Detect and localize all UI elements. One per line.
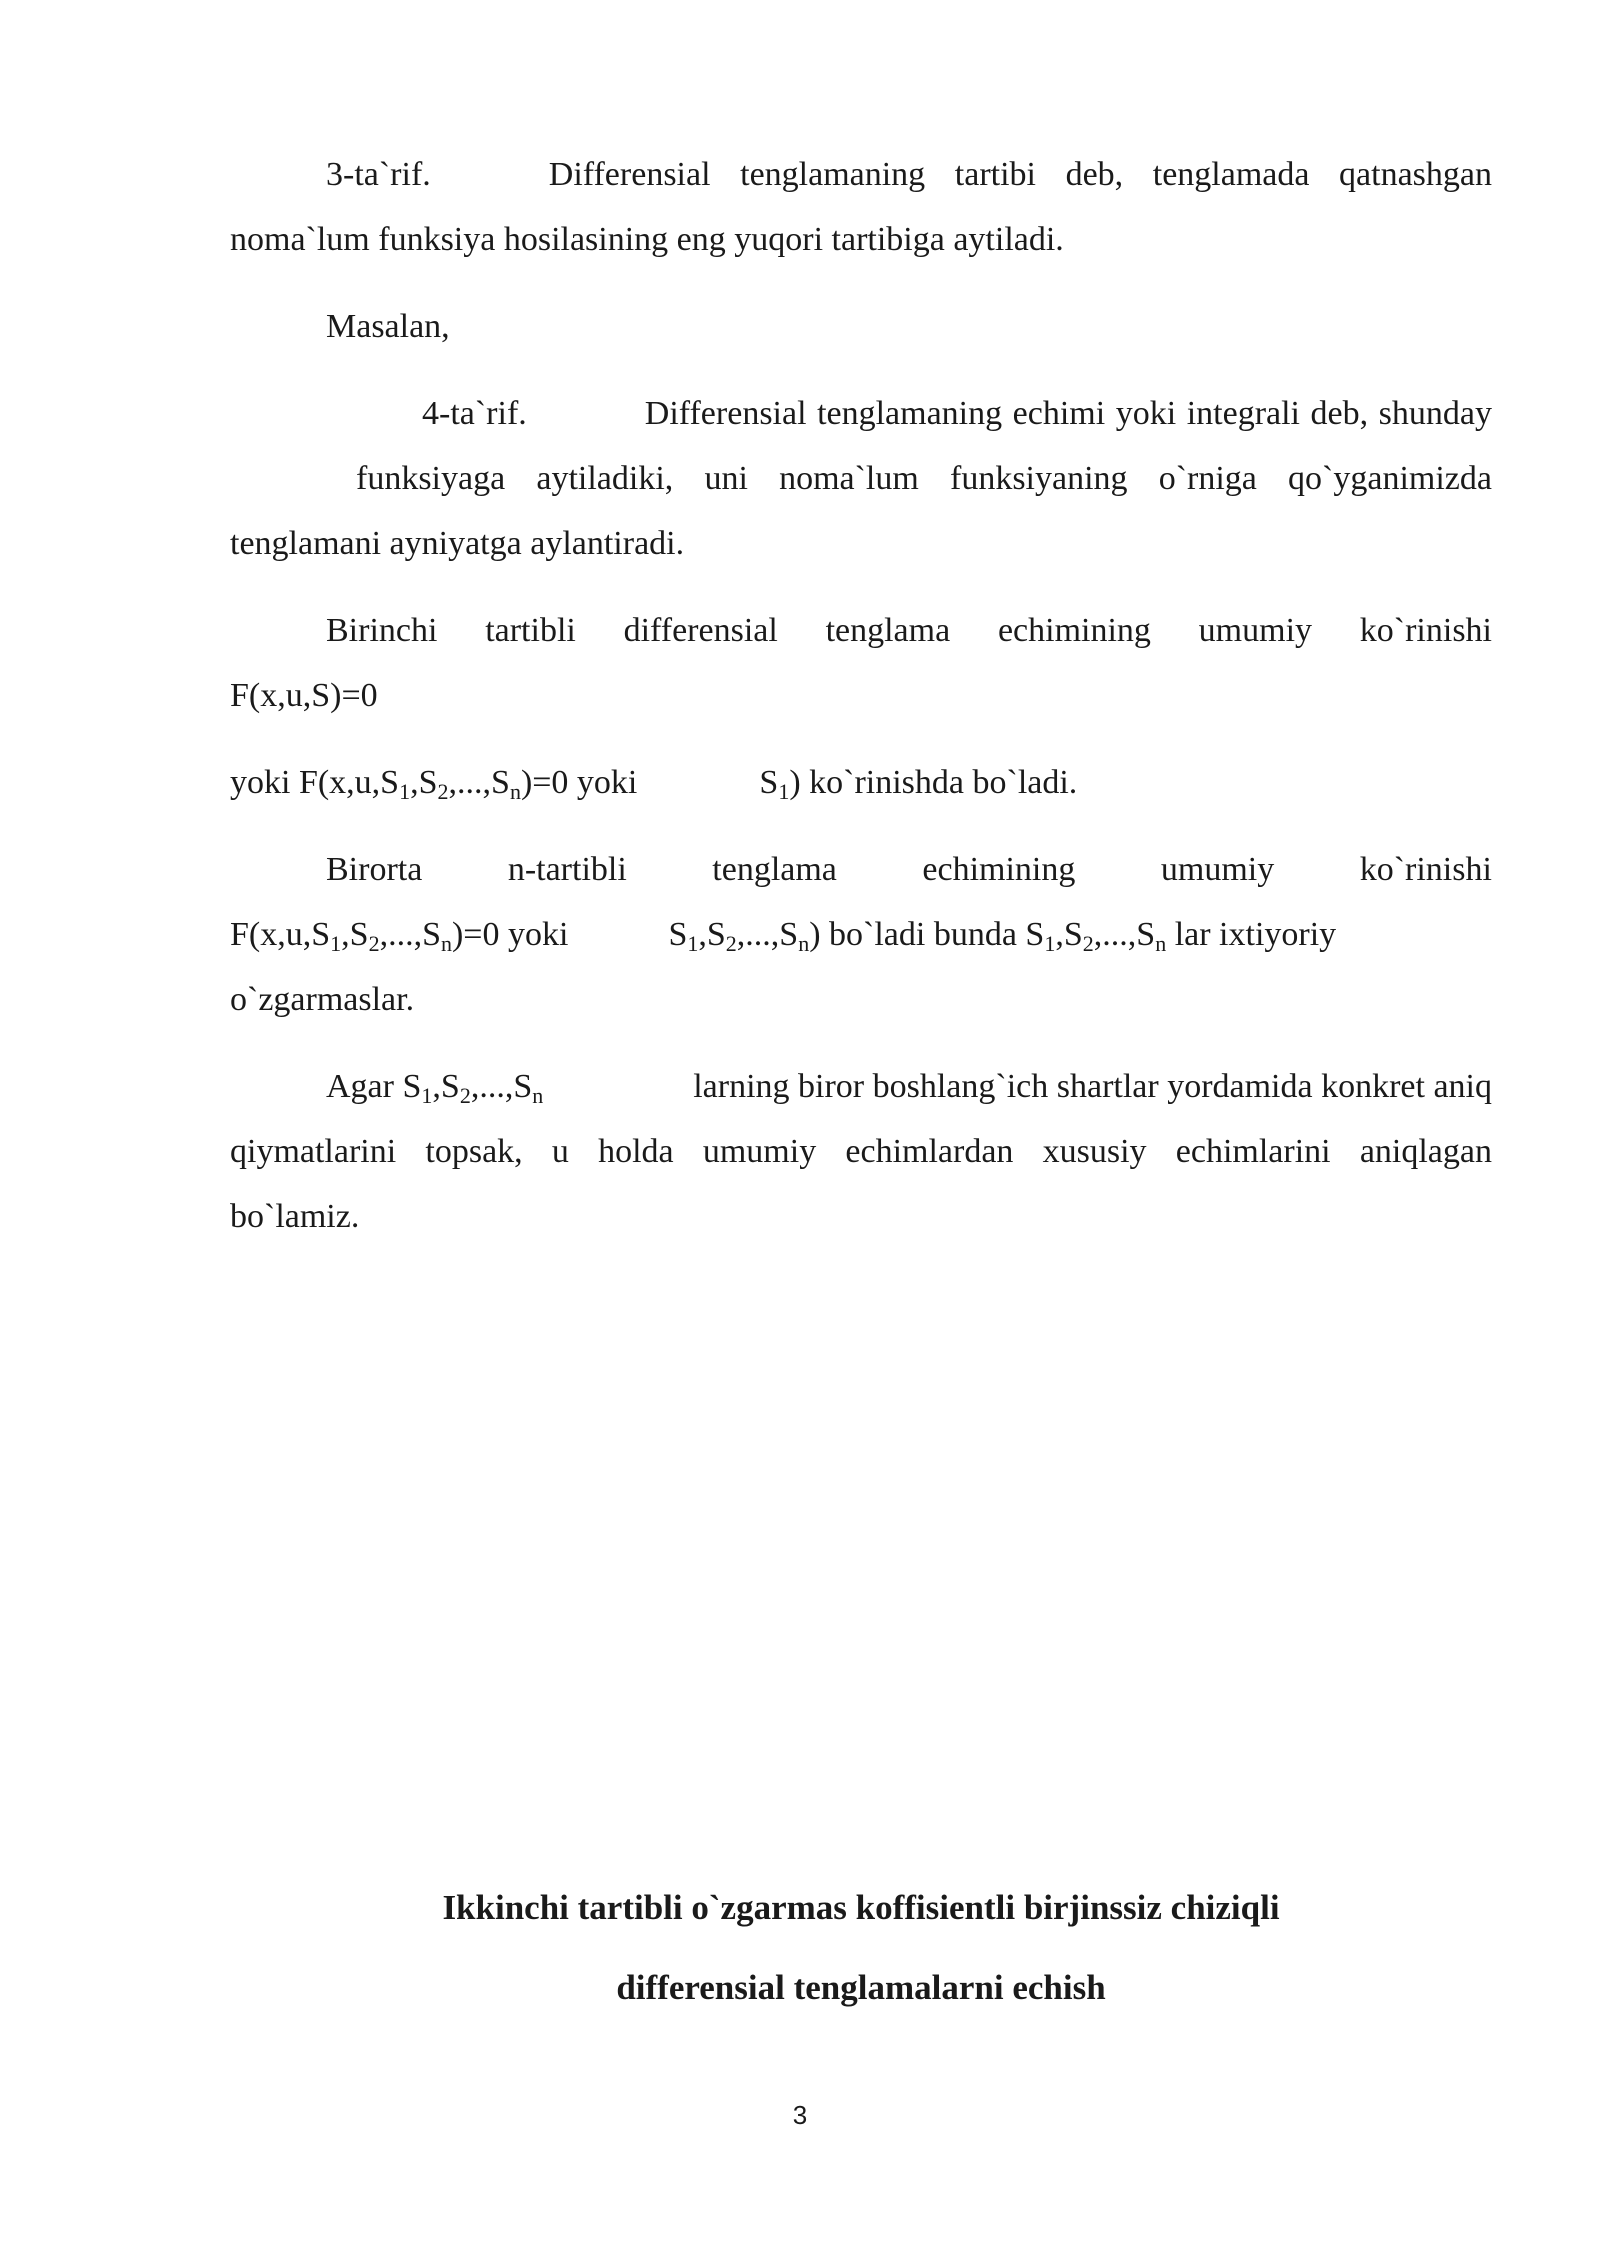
- formula-text: S: [759, 764, 779, 801]
- subscript: 2: [1082, 931, 1094, 956]
- word: tenglama: [712, 851, 837, 888]
- word: n-tartibli: [507, 851, 627, 888]
- subscript: 1: [1044, 931, 1056, 956]
- formula-text: ,...,S: [379, 916, 441, 953]
- agar-formula: [326, 1054, 543, 1119]
- formula-text: )=0 yoki: [451, 916, 569, 953]
- agar-line3: bo`lamiz.: [230, 1198, 360, 1235]
- agar-line2: qiymatlarini topsak, u holda umumiy echimlardan xususiy echimlarini aniqlagan: [230, 1133, 1492, 1170]
- definition-4-text-line1: Differensial tenglamaning echimi yoki integrali deb, shunday: [644, 395, 1492, 432]
- subscript: n: [1155, 931, 1167, 956]
- word: umumiy: [1160, 851, 1275, 888]
- section-heading: [230, 1868, 1492, 2028]
- formula-text: yoki F(x,u,S: [230, 764, 400, 801]
- definition-4-line2: funksiyaga aytiladiki, uni noma`lum funksiyaning o`rniga qo`yganimizda: [356, 460, 1492, 497]
- nth-order-tail-text: [809, 902, 1336, 967]
- section-heading-line2: differensial tenglamalarni echish: [616, 1968, 1106, 2007]
- definition-3-text-line1: [453, 142, 1492, 207]
- subscript: 2: [459, 1083, 471, 1108]
- subscript: n: [440, 931, 452, 956]
- formula-text: ,S: [432, 1068, 460, 1105]
- definition-4-label: 4-ta`rif.: [422, 395, 527, 432]
- formula-text: S: [668, 916, 688, 953]
- first-order-line1: Birinchi tartibli differensial tenglama echimining umumiy ko`rinishi: [326, 612, 1492, 649]
- body-text: [230, 142, 1492, 1249]
- agar-line1: [230, 1054, 1492, 1119]
- nth-order-params: [668, 902, 809, 967]
- section-heading-line1: Ikkinchi tartibli o`zgarmas koffisientli birjinssiz chiziqli: [442, 1888, 1280, 1927]
- subscript: 2: [725, 931, 737, 956]
- page-number: 3: [792, 2100, 808, 2130]
- first-order-line3: [230, 750, 1492, 815]
- formula-text: ,S: [410, 764, 438, 801]
- subscript: n: [532, 1083, 544, 1108]
- nth-order-line2: [230, 902, 1492, 967]
- formula-text: ,...,S: [736, 916, 799, 953]
- formula-text: ) bo`ladi bunda S: [809, 916, 1045, 953]
- example-label: Masalan,: [326, 308, 450, 345]
- definition-4-line3: tenglamani ayniyatga aylantiradi.: [230, 525, 685, 562]
- formula-text: ,S: [698, 916, 726, 953]
- word: ko`rinishi: [1359, 851, 1492, 888]
- subscript: 1: [330, 931, 342, 956]
- formula-text: ,S: [1055, 916, 1083, 953]
- formula-text: ,...,S: [448, 764, 510, 801]
- nth-order-line1: [230, 837, 1492, 902]
- word: Birorta: [326, 851, 423, 888]
- definition-3-line1: [230, 142, 1492, 207]
- definition-3-text-line1-content: Differensial tenglamaning tartibi deb, tenglamada qatnashgan: [548, 156, 1492, 193]
- nth-order-formula: [230, 902, 568, 967]
- agar-line1-text: larning biror boshlang`ich shartlar yordamida konkret aniq: [684, 1068, 1492, 1105]
- definition-4-line1: [230, 381, 1492, 446]
- formula-text: ,...,S: [470, 1068, 533, 1105]
- formula-text: )=0 yoki: [520, 764, 638, 801]
- subscript: 2: [368, 931, 380, 956]
- formula-text: F(x,u,S: [230, 916, 331, 953]
- first-order-line2: F(x,u,S)=0: [230, 677, 378, 714]
- formula-text: ) ko`rinishda bo`ladi.: [789, 764, 1078, 801]
- first-order-tail: [759, 750, 1077, 815]
- formula-text: ,S: [341, 916, 369, 953]
- subscript: 1: [399, 779, 411, 804]
- nth-order-tail: [809, 902, 1492, 967]
- formula-text: Agar S: [326, 1068, 422, 1105]
- formula-text: ,...,S: [1093, 916, 1156, 953]
- subscript: n: [798, 931, 810, 956]
- subscript: 1: [687, 931, 699, 956]
- first-order-formula: [230, 750, 637, 815]
- definition-3-label: 3-ta`rif.: [326, 156, 431, 193]
- definition-3-line2: noma`lum funksiya hosilasining eng yuqori tartibiga aytiladi.: [230, 221, 1064, 258]
- subscript: 1: [778, 779, 790, 804]
- subscript: 2: [437, 779, 449, 804]
- word: echimining: [922, 851, 1076, 888]
- formula-text: lar ixtiyoriy: [1166, 916, 1337, 953]
- subscript: 1: [421, 1083, 433, 1108]
- nth-order-line3: o`zgarmaslar.: [230, 981, 415, 1018]
- subscript: n: [509, 779, 521, 804]
